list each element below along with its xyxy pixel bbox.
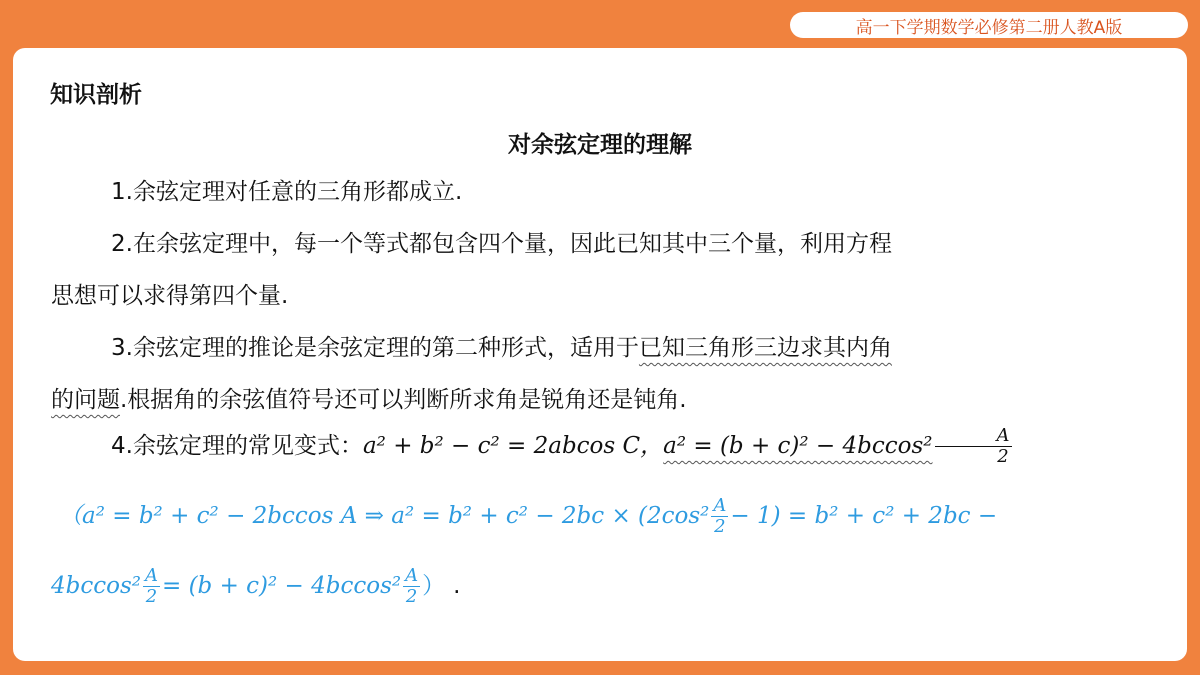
highlighted-phrase: 已知三角形三边求其内角 [638, 335, 892, 361]
item-1: 1.余弦定理对任意的三角形都成立. [111, 179, 463, 205]
course-title-pill [790, 12, 1188, 38]
course-title: 高一下学期数学必修第二册人教A版 [855, 17, 1123, 38]
fraction-a-over-2: $\frac{A}{2}$ [405, 565, 419, 607]
highlighted-phrase-end: 的问题 [51, 387, 120, 413]
derivation-line-1: （a² = b² + c² − 2bccos A ⇒ a² = b² + c² − 2bc × (2cos² $\frac{A}{2}$ − 1) = b² + c² + 2bc − [59, 495, 998, 537]
item-4: 4.余弦定理的常见变式：a² + b² − c² = 2abcos C，a² = (b + c)² − 4bccos² $\frac{A}{2}$ [51, 420, 1141, 472]
item-3-line-2: 的问题.根据角的余弦值符号还可以判断所求角是锐角还是钝角. [51, 387, 687, 413]
formula-1: a² + b² − c² = 2abcos C， [362, 433, 664, 459]
slide-subtitle: 对余弦定理的理解 [508, 132, 692, 158]
fraction-a-over-2: $\frac{A}{2}$ [145, 565, 158, 607]
formula-2-underlined: a² = (b + c)² − 4bccos² $\frac{A}{2}$ [663, 425, 1010, 467]
item-3-line-1: 3.余弦定理的推论是余弦定理的第二种形式，适用于已知三角形三边求其内角 [111, 335, 892, 361]
fraction-a-over-2: $\frac{A}{2}$ [935, 426, 1012, 467]
content-card [13, 48, 1187, 661]
derivation-line-2: 4bccos² $\frac{A}{2}$ = (b + c)² − 4bccos² $\frac{A}{2}$ ） . [51, 565, 461, 607]
item-2-line-2: 思想可以求得第四个量. [51, 283, 289, 309]
section-title: 知识剖析 [50, 82, 142, 108]
fraction-a-over-2: $\frac{A}{2}$ [713, 495, 727, 537]
item-2-line-1: 2.在余弦定理中，每一个等式都包含四个量，因此已知其中三个量，利用方程 [111, 231, 892, 257]
